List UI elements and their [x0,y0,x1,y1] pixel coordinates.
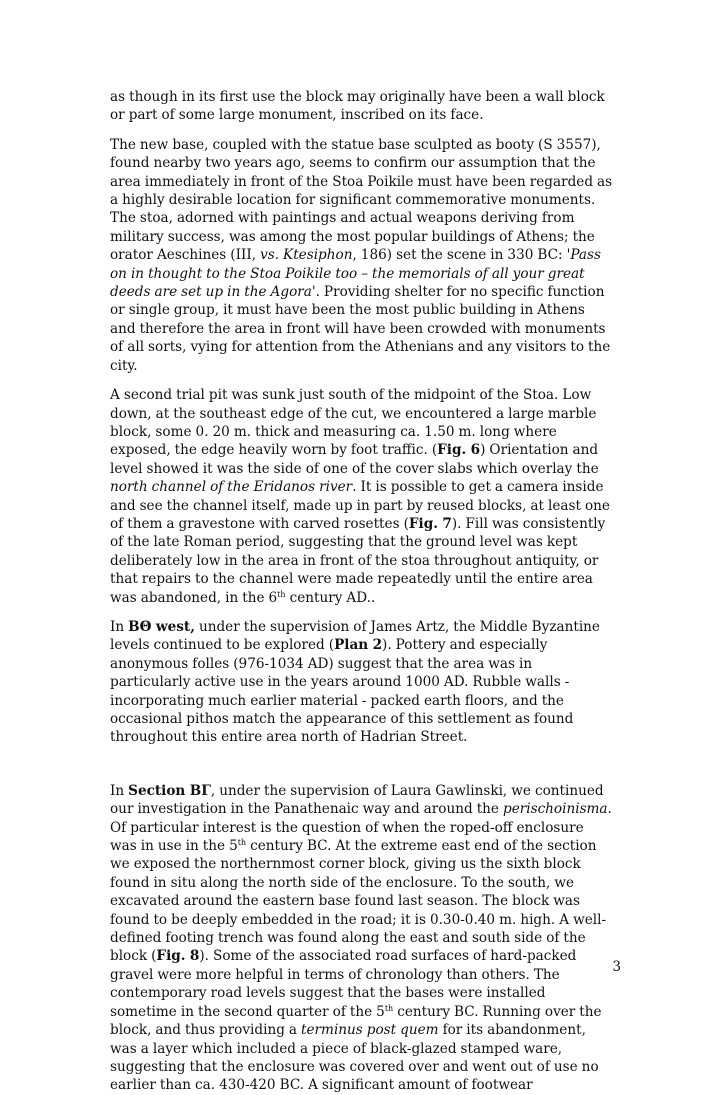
figure-reference: Fig. 7 [408,515,452,532]
terminus-post-quem: terminus post quem [301,1022,439,1039]
figure-reference: Fig. 6 [437,442,481,459]
section-label: ΒΘ west, [128,618,195,635]
page-number: 3 [612,959,621,975]
paragraph-block-inscription: as though in its first use the block may originally have been a wall block or part of some large monument, inscribed on its face. [110,89,605,124]
perischoinisma-term: perischoinisma [503,801,608,818]
paragraph-section-bgamma: In Section ΒΓ, under the supervision of Laura Gawlinski, we continued our investigation in the Panathenaic way and around the perischoinisma. Of particular interest is the question of when the roped-off enclosure was in use in the 5th century BC. At the extreme east end of the section we exposed the northernmost corner block, giving us the sixth block found in situ along the north side of the enclosure. To the south, we excavated around the eastern base found last season. The block was found to be deeply embedded in the road; it is 0.30-0.40 m. high. A well-defined footing trench was found along the east and south side of the block (Fig. 8). Some of the associated road surfaces of hard-packed gravel were more helpful in terms of chronology than others. The contemporary road levels suggest that the bases were installed sometime in the second quarter of the 5th century BC. Running over the block, and thus providing a terminus post quem for its abandonment, was a layer which included a piece of black-glazed stamped ware, suggesting that the enclosure was covered over and went out of use no earlier than ca. 430-420 BC. A significant amount of footwear [110,782,612,1094]
section-label: Section ΒΓ [128,782,211,799]
paragraph-second-trial-pit: A second trial pit was sunk just south of the midpoint of the Stoa. Low down, at the southeast edge of the cut, we encountered a large marble block, some 0. 20 m. thick and measuring ca. 1.50 m. long where exposed, the edge heavily worn by foot traffic. (Fig. 6) Orientation and level showed it was the side of one of the cover slabs which overlay the north channel of the Eridanos river. It is possible to get a camera inside and see the channel itself, made up in part by reused blocks, at least one of them a gravestone with carved rosettes (Fig. 7). Fill was consistently of the late Roman period, suggesting that the ground level was kept deliberately low in the area in front of the stoa throughout antiquity, or that repairs to the channel were made repeatedly until the entire area was abandoned, in the 6th century AD.. [110,387,610,606]
ordinal-suffix: th [384,1003,394,1013]
eridanos-channel: north channel of the Eridanos river [110,479,353,496]
paragraph-section-btheta-west: In ΒΘ west, under the supervision of James Artz, the Middle Byzantine levels continued to be explored (Plan 2). Pottery and especially anonymous folles (976-1034 AD) suggest that the area was in particularly active use in the years around 1000 AD. Rubble walls - incorporating much earlier material - packed earth floors, and the occasional pithos match the appearance of this settlement as found throughout this entire area north of Hadrian Street. [110,618,600,746]
citation-title: vs. Ktesiphon [260,247,353,264]
ordinal-suffix: th [277,589,286,599]
plan-reference: Plan 2 [334,637,383,654]
paragraph-stoa-poikile: The new base, coupled with the statue base sculpted as booty (S 3557), found nearby two years ago, seems to confirm our assumption that the area immediately in front of the Stoa Poikile must have been regarded as a highly desirable location for significant commemorative monuments. The stoa, adorned with paintings and actual weapons deriving from military success, was among the most popular buildings of Athens; the orator Aeschines (III, vs. Ktesiphon, 186) set the scene in 330 BC: 'Pass on in thought to the Stoa Poikile too – the memorials of all your great deeds are set up in the Agora'. Providing shelter for no specific function or single group, it must have been the most public building in Athens and therefore the area in front will have been crowded with monuments of all sorts, vying for attention from the Athenians and any visitors to the city. [110,136,613,374]
figure-reference: Fig. 8 [156,948,200,965]
aeschines-quote: 'Pass on in thought to the Stoa Poikile too – the memorials of all your great deeds are set up in the Agora' [110,247,601,301]
ordinal-suffix: th [237,838,247,848]
